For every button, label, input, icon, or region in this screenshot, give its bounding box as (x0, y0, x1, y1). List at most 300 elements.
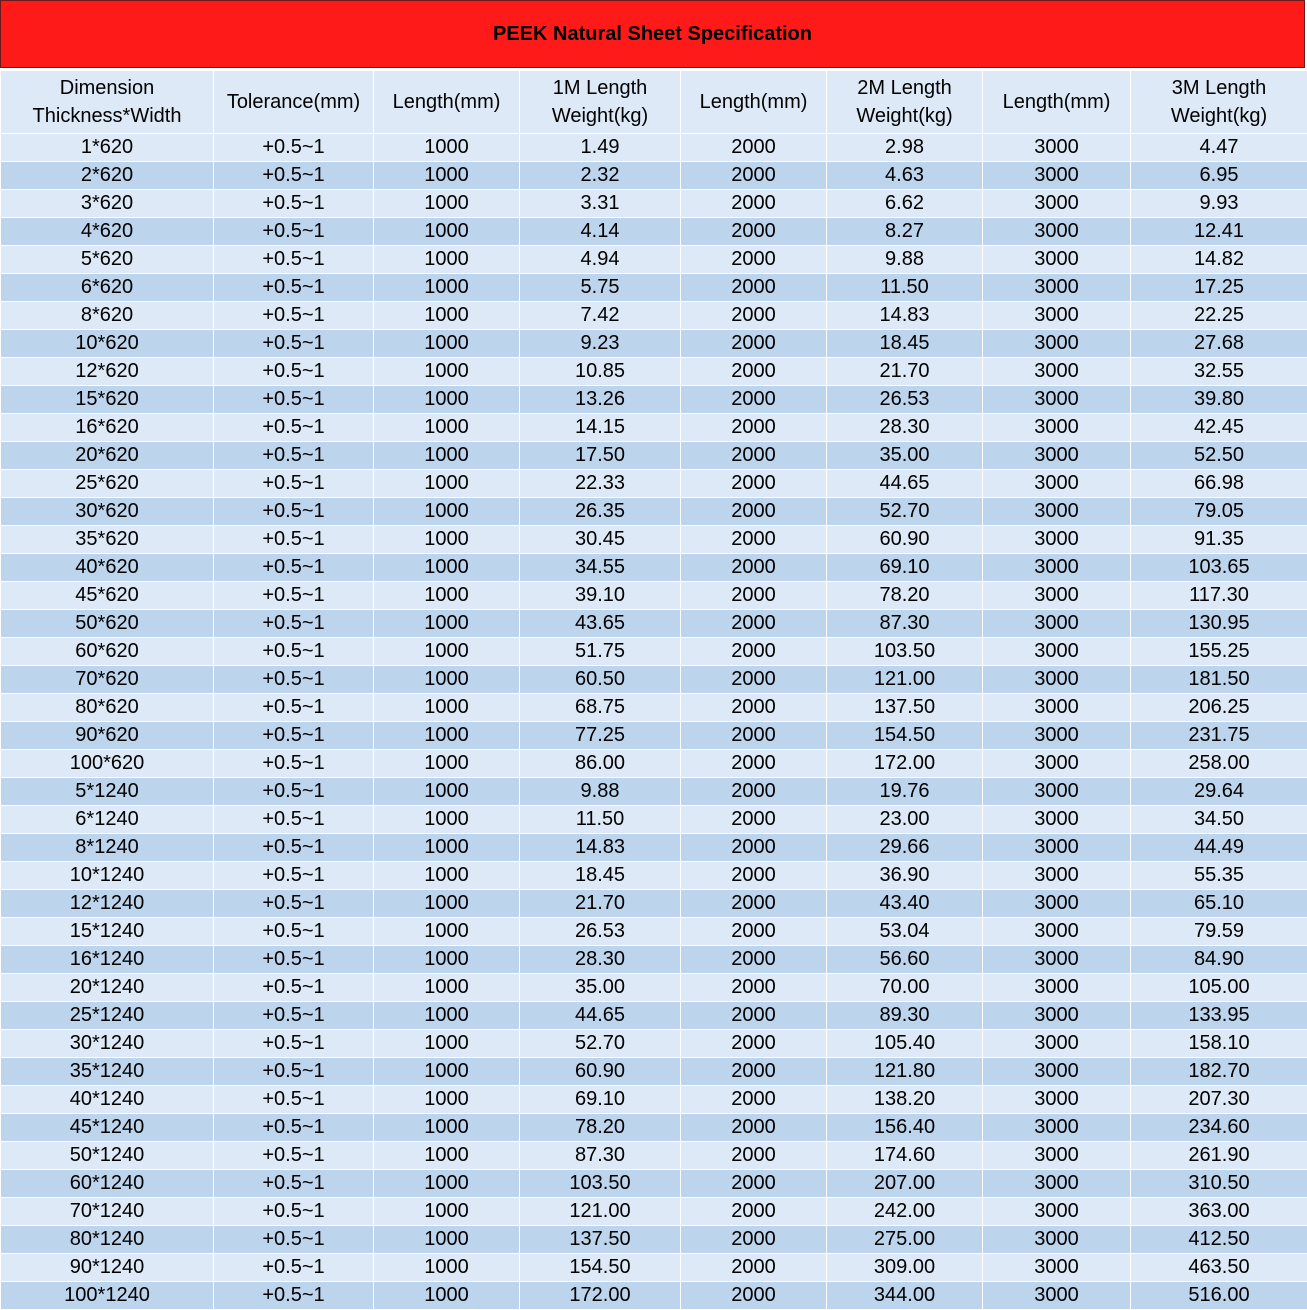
table-cell: 121.80 (827, 1058, 983, 1086)
table-cell: 1000 (374, 302, 520, 330)
table-cell: 11.50 (520, 806, 681, 834)
table-cell: +0.5~1 (214, 722, 374, 750)
table-cell: 1000 (374, 638, 520, 666)
table-cell: 30*620 (1, 498, 214, 526)
table-cell: 1000 (374, 1142, 520, 1170)
table-cell: 3000 (983, 974, 1131, 1002)
table-cell: 23.00 (827, 806, 983, 834)
table-cell: 20*620 (1, 442, 214, 470)
table-cell: 3000 (983, 1170, 1131, 1198)
table-cell: 3000 (983, 414, 1131, 442)
table-cell: 6.62 (827, 190, 983, 218)
table-cell: 91.35 (1131, 526, 1307, 554)
table-row (1, 638, 1307, 666)
table-cell: 4.63 (827, 162, 983, 190)
table-row (1, 358, 1307, 386)
table-cell: 21.70 (827, 358, 983, 386)
table-cell: +0.5~1 (214, 1002, 374, 1030)
table-cell: 207.30 (1131, 1086, 1307, 1114)
table-cell: 90*1240 (1, 1254, 214, 1282)
table-cell: 3000 (983, 666, 1131, 694)
table-cell: +0.5~1 (214, 1170, 374, 1198)
table-cell: +0.5~1 (214, 1058, 374, 1086)
table-cell: 1000 (374, 1226, 520, 1254)
table-cell: 1000 (374, 890, 520, 918)
table-cell: 2000 (681, 554, 827, 582)
table-cell: 310.50 (1131, 1170, 1307, 1198)
table-cell: 121.00 (827, 666, 983, 694)
table-cell: 44.65 (827, 470, 983, 498)
table-cell: 1000 (374, 610, 520, 638)
header-weight-2m: 2M Length Weight(kg) (827, 71, 983, 134)
table-cell: 5*620 (1, 246, 214, 274)
table-cell: 181.50 (1131, 666, 1307, 694)
table-cell: 6*1240 (1, 806, 214, 834)
table-cell: 35.00 (520, 974, 681, 1002)
table-cell: +0.5~1 (214, 946, 374, 974)
table-cell: 1000 (374, 218, 520, 246)
table-cell: 309.00 (827, 1254, 983, 1282)
table-cell: 14.83 (827, 302, 983, 330)
table-cell: 45*620 (1, 582, 214, 610)
table-cell: 84.90 (1131, 946, 1307, 974)
table-cell: 3000 (983, 526, 1131, 554)
table-cell: 60.90 (520, 1058, 681, 1086)
table-cell: +0.5~1 (214, 974, 374, 1002)
table-cell: 2000 (681, 1254, 827, 1282)
table-cell: 32.55 (1131, 358, 1307, 386)
table-cell: +0.5~1 (214, 414, 374, 442)
table-cell: 207.00 (827, 1170, 983, 1198)
table-cell: 154.50 (520, 1254, 681, 1282)
table-cell: 18.45 (520, 862, 681, 890)
table-cell: 261.90 (1131, 1142, 1307, 1170)
table-cell: 100*620 (1, 750, 214, 778)
table-cell: 3000 (983, 610, 1131, 638)
table-cell: +0.5~1 (214, 330, 374, 358)
table-cell: 1000 (374, 694, 520, 722)
table-cell: 51.75 (520, 638, 681, 666)
table-cell: 70*620 (1, 666, 214, 694)
table-cell: +0.5~1 (214, 1198, 374, 1226)
table-cell: 137.50 (520, 1226, 681, 1254)
table-cell: 56.60 (827, 946, 983, 974)
table-cell: 2000 (681, 330, 827, 358)
table-cell: 12*1240 (1, 890, 214, 918)
table-cell: 60.50 (520, 666, 681, 694)
table-cell: 231.75 (1131, 722, 1307, 750)
table-cell: 3000 (983, 190, 1131, 218)
table-row (1, 1086, 1307, 1114)
table-row (1, 274, 1307, 302)
table-cell: +0.5~1 (214, 1086, 374, 1114)
table-cell: 20*1240 (1, 974, 214, 1002)
table-cell: +0.5~1 (214, 1282, 374, 1310)
header-length-2m: Length(mm) (681, 71, 827, 134)
table-cell: 79.59 (1131, 918, 1307, 946)
table-row (1, 330, 1307, 358)
table-row (1, 498, 1307, 526)
table-row (1, 470, 1307, 498)
table-cell: 1000 (374, 414, 520, 442)
table-cell: 3000 (983, 1282, 1131, 1310)
table-cell: 1000 (374, 442, 520, 470)
table-cell: 2.98 (827, 134, 983, 162)
sheet-title: PEEK Natural Sheet Specification (0, 0, 1305, 68)
table-cell: 105.40 (827, 1030, 983, 1058)
table-cell: 1000 (374, 918, 520, 946)
table-cell: 3000 (983, 890, 1131, 918)
table-cell: 52.70 (827, 498, 983, 526)
table-cell: 2000 (681, 442, 827, 470)
table-cell: 2000 (681, 190, 827, 218)
table-cell: +0.5~1 (214, 638, 374, 666)
table-cell: 14.15 (520, 414, 681, 442)
table-cell: 1000 (374, 806, 520, 834)
table-cell: 242.00 (827, 1198, 983, 1226)
table-cell: 44.65 (520, 1002, 681, 1030)
table-cell: 89.30 (827, 1002, 983, 1030)
table-cell: 103.50 (520, 1170, 681, 1198)
table-cell: 2000 (681, 162, 827, 190)
table-cell: 1000 (374, 162, 520, 190)
table-cell: 2000 (681, 1114, 827, 1142)
table-cell: 10.85 (520, 358, 681, 386)
table-cell: +0.5~1 (214, 302, 374, 330)
table-cell: 1000 (374, 470, 520, 498)
table-cell: 2000 (681, 862, 827, 890)
table-cell: 463.50 (1131, 1254, 1307, 1282)
table-cell: 2000 (681, 638, 827, 666)
table-cell: 5*1240 (1, 778, 214, 806)
table-cell: 182.70 (1131, 1058, 1307, 1086)
table-cell: +0.5~1 (214, 470, 374, 498)
table-cell: 1000 (374, 1002, 520, 1030)
table-cell: +0.5~1 (214, 526, 374, 554)
table-cell: 10*1240 (1, 862, 214, 890)
table-row (1, 554, 1307, 582)
table-cell: 4.47 (1131, 134, 1307, 162)
table-cell: 14.83 (520, 834, 681, 862)
table-cell: 3000 (983, 750, 1131, 778)
table-cell: 14.82 (1131, 246, 1307, 274)
table-cell: 1000 (374, 666, 520, 694)
table-cell: 3000 (983, 330, 1131, 358)
table-cell: +0.5~1 (214, 554, 374, 582)
table-cell: 7.42 (520, 302, 681, 330)
table-cell: 42.45 (1131, 414, 1307, 442)
table-cell: 1000 (374, 274, 520, 302)
table-row (1, 1030, 1307, 1058)
table-cell: 1000 (374, 1058, 520, 1086)
table-cell: 30*1240 (1, 1030, 214, 1058)
table-cell: 5.75 (520, 274, 681, 302)
table-row (1, 890, 1307, 918)
table-cell: 2000 (681, 582, 827, 610)
table-cell: 1000 (374, 1198, 520, 1226)
table-cell: +0.5~1 (214, 890, 374, 918)
table-cell: 2000 (681, 1086, 827, 1114)
table-cell: 2000 (681, 890, 827, 918)
table-cell: 3000 (983, 386, 1131, 414)
table-row (1, 1254, 1307, 1282)
table-row (1, 946, 1307, 974)
table-cell: 1000 (374, 554, 520, 582)
table-cell: 117.30 (1131, 582, 1307, 610)
table-cell: 3000 (983, 1058, 1131, 1086)
table-cell: 2000 (681, 470, 827, 498)
table-cell: 2000 (681, 946, 827, 974)
table-row (1, 974, 1307, 1002)
table-cell: +0.5~1 (214, 162, 374, 190)
table-cell: 2000 (681, 386, 827, 414)
table-row (1, 386, 1307, 414)
table-cell: 2000 (681, 806, 827, 834)
table-cell: 2000 (681, 498, 827, 526)
table-cell: +0.5~1 (214, 1030, 374, 1058)
table-cell: 1000 (374, 778, 520, 806)
table-cell: 103.65 (1131, 554, 1307, 582)
table-cell: 3000 (983, 162, 1131, 190)
table-cell: 2000 (681, 974, 827, 1002)
table-cell: 17.50 (520, 442, 681, 470)
table-cell: 3000 (983, 218, 1131, 246)
table-cell: 275.00 (827, 1226, 983, 1254)
table-cell: 3000 (983, 1002, 1131, 1030)
table-cell: 3000 (983, 582, 1131, 610)
table-cell: +0.5~1 (214, 610, 374, 638)
table-cell: 103.50 (827, 638, 983, 666)
table-cell: 154.50 (827, 722, 983, 750)
table-cell: +0.5~1 (214, 1142, 374, 1170)
table-cell: 34.55 (520, 554, 681, 582)
table-cell: 2000 (681, 1282, 827, 1310)
table-cell: 44.49 (1131, 834, 1307, 862)
table-cell: 3*620 (1, 190, 214, 218)
table-cell: +0.5~1 (214, 806, 374, 834)
table-cell: 3000 (983, 638, 1131, 666)
table-cell: 1000 (374, 722, 520, 750)
spec-table (0, 70, 1307, 1310)
table-cell: 25*620 (1, 470, 214, 498)
header-tolerance: Tolerance(mm) (214, 71, 374, 134)
table-cell: 137.50 (827, 694, 983, 722)
table-cell: 78.20 (827, 582, 983, 610)
table-cell: 9.93 (1131, 190, 1307, 218)
table-cell: 18.45 (827, 330, 983, 358)
table-cell: 26.53 (827, 386, 983, 414)
table-cell: 6.95 (1131, 162, 1307, 190)
table-cell: 6*620 (1, 274, 214, 302)
table-cell: 2000 (681, 274, 827, 302)
table-row (1, 694, 1307, 722)
table-cell: 60*620 (1, 638, 214, 666)
table-cell: 26.53 (520, 918, 681, 946)
table-cell: 2000 (681, 414, 827, 442)
table-cell: 40*620 (1, 554, 214, 582)
table-cell: 1000 (374, 834, 520, 862)
table-cell: 344.00 (827, 1282, 983, 1310)
table-cell: +0.5~1 (214, 498, 374, 526)
table-cell: +0.5~1 (214, 358, 374, 386)
table-row (1, 862, 1307, 890)
table-row (1, 582, 1307, 610)
table-cell: 3000 (983, 694, 1131, 722)
table-cell: 3000 (983, 1030, 1131, 1058)
table-cell: 2000 (681, 302, 827, 330)
table-cell: 35.00 (827, 442, 983, 470)
table-cell: 21.70 (520, 890, 681, 918)
table-cell: 2000 (681, 918, 827, 946)
table-cell: 68.75 (520, 694, 681, 722)
table-cell: 77.25 (520, 722, 681, 750)
table-cell: 25*1240 (1, 1002, 214, 1030)
table-cell: 3000 (983, 498, 1131, 526)
table-cell: 12*620 (1, 358, 214, 386)
table-cell: 1000 (374, 1114, 520, 1142)
table-cell: 1000 (374, 1282, 520, 1310)
table-cell: 17.25 (1131, 274, 1307, 302)
table-cell: 70.00 (827, 974, 983, 1002)
table-cell: +0.5~1 (214, 218, 374, 246)
table-cell: 19.76 (827, 778, 983, 806)
table-cell: 66.98 (1131, 470, 1307, 498)
table-cell: 39.10 (520, 582, 681, 610)
table-row (1, 750, 1307, 778)
table-cell: 2000 (681, 1142, 827, 1170)
table-cell: 36.90 (827, 862, 983, 890)
table-row (1, 1282, 1307, 1310)
table-row (1, 1198, 1307, 1226)
table-row (1, 218, 1307, 246)
table-row (1, 918, 1307, 946)
table-cell: 50*1240 (1, 1142, 214, 1170)
header-length-1m: Length(mm) (374, 71, 520, 134)
table-cell: 174.60 (827, 1142, 983, 1170)
table-cell: +0.5~1 (214, 442, 374, 470)
table-cell: 87.30 (827, 610, 983, 638)
table-cell: 1000 (374, 358, 520, 386)
table-row (1, 302, 1307, 330)
table-cell: 172.00 (827, 750, 983, 778)
table-cell: 2000 (681, 666, 827, 694)
table-cell: 52.70 (520, 1030, 681, 1058)
table-cell: +0.5~1 (214, 274, 374, 302)
table-cell: +0.5~1 (214, 694, 374, 722)
table-cell: +0.5~1 (214, 862, 374, 890)
table-cell: 45*1240 (1, 1114, 214, 1142)
table-cell: +0.5~1 (214, 834, 374, 862)
table-cell: 1*620 (1, 134, 214, 162)
table-cell: 35*1240 (1, 1058, 214, 1086)
table-cell: 28.30 (520, 946, 681, 974)
header-row (1, 71, 1307, 134)
table-cell: 86.00 (520, 750, 681, 778)
table-row (1, 722, 1307, 750)
table-cell: 3000 (983, 862, 1131, 890)
table-cell: 29.66 (827, 834, 983, 862)
table-cell: 3000 (983, 834, 1131, 862)
table-cell: 3000 (983, 918, 1131, 946)
table-cell: +0.5~1 (214, 1114, 374, 1142)
table-cell: 3000 (983, 1086, 1131, 1114)
table-cell: 1000 (374, 190, 520, 218)
table-cell: 3000 (983, 778, 1131, 806)
table-cell: 3.31 (520, 190, 681, 218)
table-cell: 26.35 (520, 498, 681, 526)
table-cell: 43.65 (520, 610, 681, 638)
table-cell: 87.30 (520, 1142, 681, 1170)
table-cell: 70*1240 (1, 1198, 214, 1226)
table-cell: 2000 (681, 218, 827, 246)
table-cell: 2000 (681, 722, 827, 750)
table-cell: 16*620 (1, 414, 214, 442)
table-cell: 1000 (374, 862, 520, 890)
table-cell: 1000 (374, 526, 520, 554)
table-cell: 52.50 (1131, 442, 1307, 470)
table-cell: 4.14 (520, 218, 681, 246)
header-dimension: Dimension Thickness*Width (1, 71, 214, 134)
table-row (1, 442, 1307, 470)
table-cell: 1000 (374, 246, 520, 274)
table-cell: 27.68 (1131, 330, 1307, 358)
table-cell: 2000 (681, 750, 827, 778)
table-cell: +0.5~1 (214, 666, 374, 694)
table-cell: 1000 (374, 1170, 520, 1198)
table-cell: 2000 (681, 134, 827, 162)
table-cell: 3000 (983, 946, 1131, 974)
table-cell: 78.20 (520, 1114, 681, 1142)
table-cell: 3000 (983, 1226, 1131, 1254)
table-cell: 138.20 (827, 1086, 983, 1114)
table-cell: 2000 (681, 246, 827, 274)
table-cell: 2000 (681, 1226, 827, 1254)
table-cell: 2000 (681, 834, 827, 862)
table-row (1, 1142, 1307, 1170)
table-cell: 2000 (681, 1170, 827, 1198)
table-cell: 1000 (374, 946, 520, 974)
table-cell: 3000 (983, 722, 1131, 750)
table-cell: 3000 (983, 470, 1131, 498)
table-cell: 3000 (983, 554, 1131, 582)
table-cell: 69.10 (520, 1086, 681, 1114)
table-cell: 3000 (983, 1198, 1131, 1226)
table-cell: 79.05 (1131, 498, 1307, 526)
table-cell: 2000 (681, 358, 827, 386)
table-cell: 206.25 (1131, 694, 1307, 722)
table-cell: 43.40 (827, 890, 983, 918)
table-cell: 1000 (374, 582, 520, 610)
table-cell: 53.04 (827, 918, 983, 946)
table-cell: 3000 (983, 1114, 1131, 1142)
table-cell: 1000 (374, 134, 520, 162)
header-length-3m: Length(mm) (983, 71, 1131, 134)
table-cell: 155.25 (1131, 638, 1307, 666)
table-cell: 60.90 (827, 526, 983, 554)
table-cell: 80*1240 (1, 1226, 214, 1254)
table-row (1, 1058, 1307, 1086)
table-cell: 2*620 (1, 162, 214, 190)
table-cell: 3000 (983, 442, 1131, 470)
table-row (1, 526, 1307, 554)
table-cell: +0.5~1 (214, 1254, 374, 1282)
table-cell: 3000 (983, 1142, 1131, 1170)
table-cell: 172.00 (520, 1282, 681, 1310)
table-cell: +0.5~1 (214, 778, 374, 806)
table-cell: 2000 (681, 526, 827, 554)
table-cell: 4*620 (1, 218, 214, 246)
table-cell: 133.95 (1131, 1002, 1307, 1030)
